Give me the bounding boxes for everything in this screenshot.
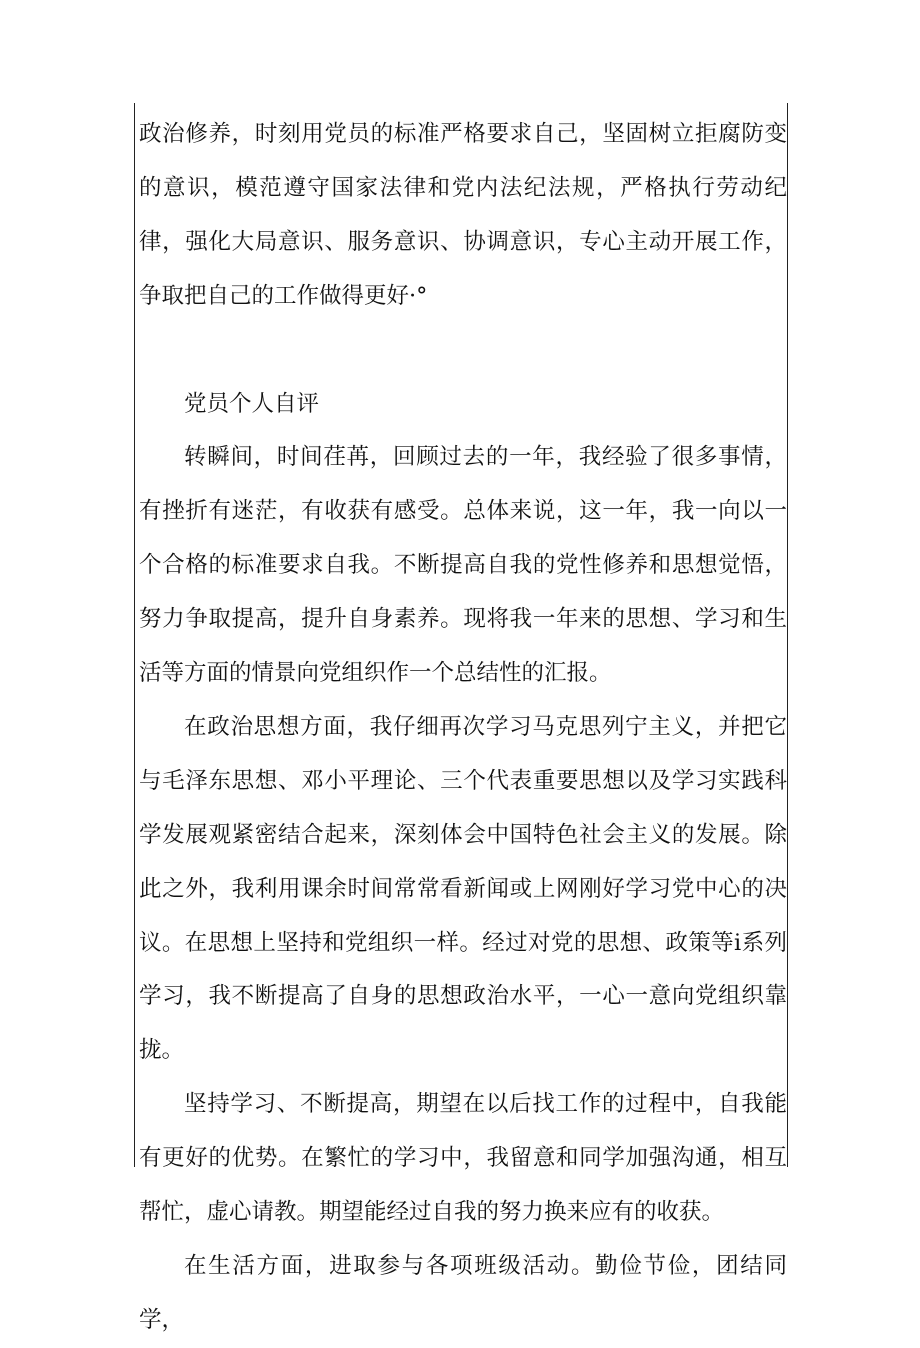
document-body	[139, 108, 787, 1348]
section-heading: 党员个人自评	[184, 390, 320, 417]
table-left-border	[134, 103, 135, 1167]
paragraph-life: 在生活方面，进取参与各项班级活动。勤俭节俭，团结同学，	[139, 1253, 787, 1333]
continuation-paragraph: 政治修养，时刻用党员的标准严格要求自己，坚固树立拒腐防变的意识，模范遵守国家法律和党内法纪法规，严格执行劳动纪律，强化大局意识、服务意识、协调意识，专心主动开展工作，争取把自己的工作做得更好·°	[139, 121, 787, 309]
table-right-border	[787, 103, 788, 1167]
paragraph-study: 坚持学习、不断提高，期望在以后找工作的过程中，自我能有更好的优势。在繁忙的学习中，我留意和同学加强沟通，相互帮忙，虚心请教。期望能经过自我的努力换来应有的收获。	[139, 1091, 787, 1226]
paragraph-political: 在政治思想方面，我仔细再次学习马克思列宁主义，并把它与毛泽东思想、邓小平理论、三个代表重要思想以及学习实践科学发展观紧密结合起来，深刻体会中国特色社会主义的发展。除此之外，我利用课余时间常常看新闻或上网刚好学习党中心的决议。在思想上坚持和党组织一样。经过对党的思想、政策等i系列学习，我不断提高了自身的思想政治水平，一心一意向党组织靠拢。	[139, 713, 787, 1064]
blank-line	[139, 324, 787, 378]
paragraph-intro: 转瞬间，时间荏苒，回顾过去的一年，我经验了很多事情，有挫折有迷茫，有收获有感受。总体来说，这一年，我一向以一个合格的标准要求自我。不断提高自我的党性修养和思想觉悟，努力争取提高，提升自身素养。现将我一年来的思想、学习和生活等方面的情景向党组织作一个总结性的汇报。	[139, 444, 787, 687]
